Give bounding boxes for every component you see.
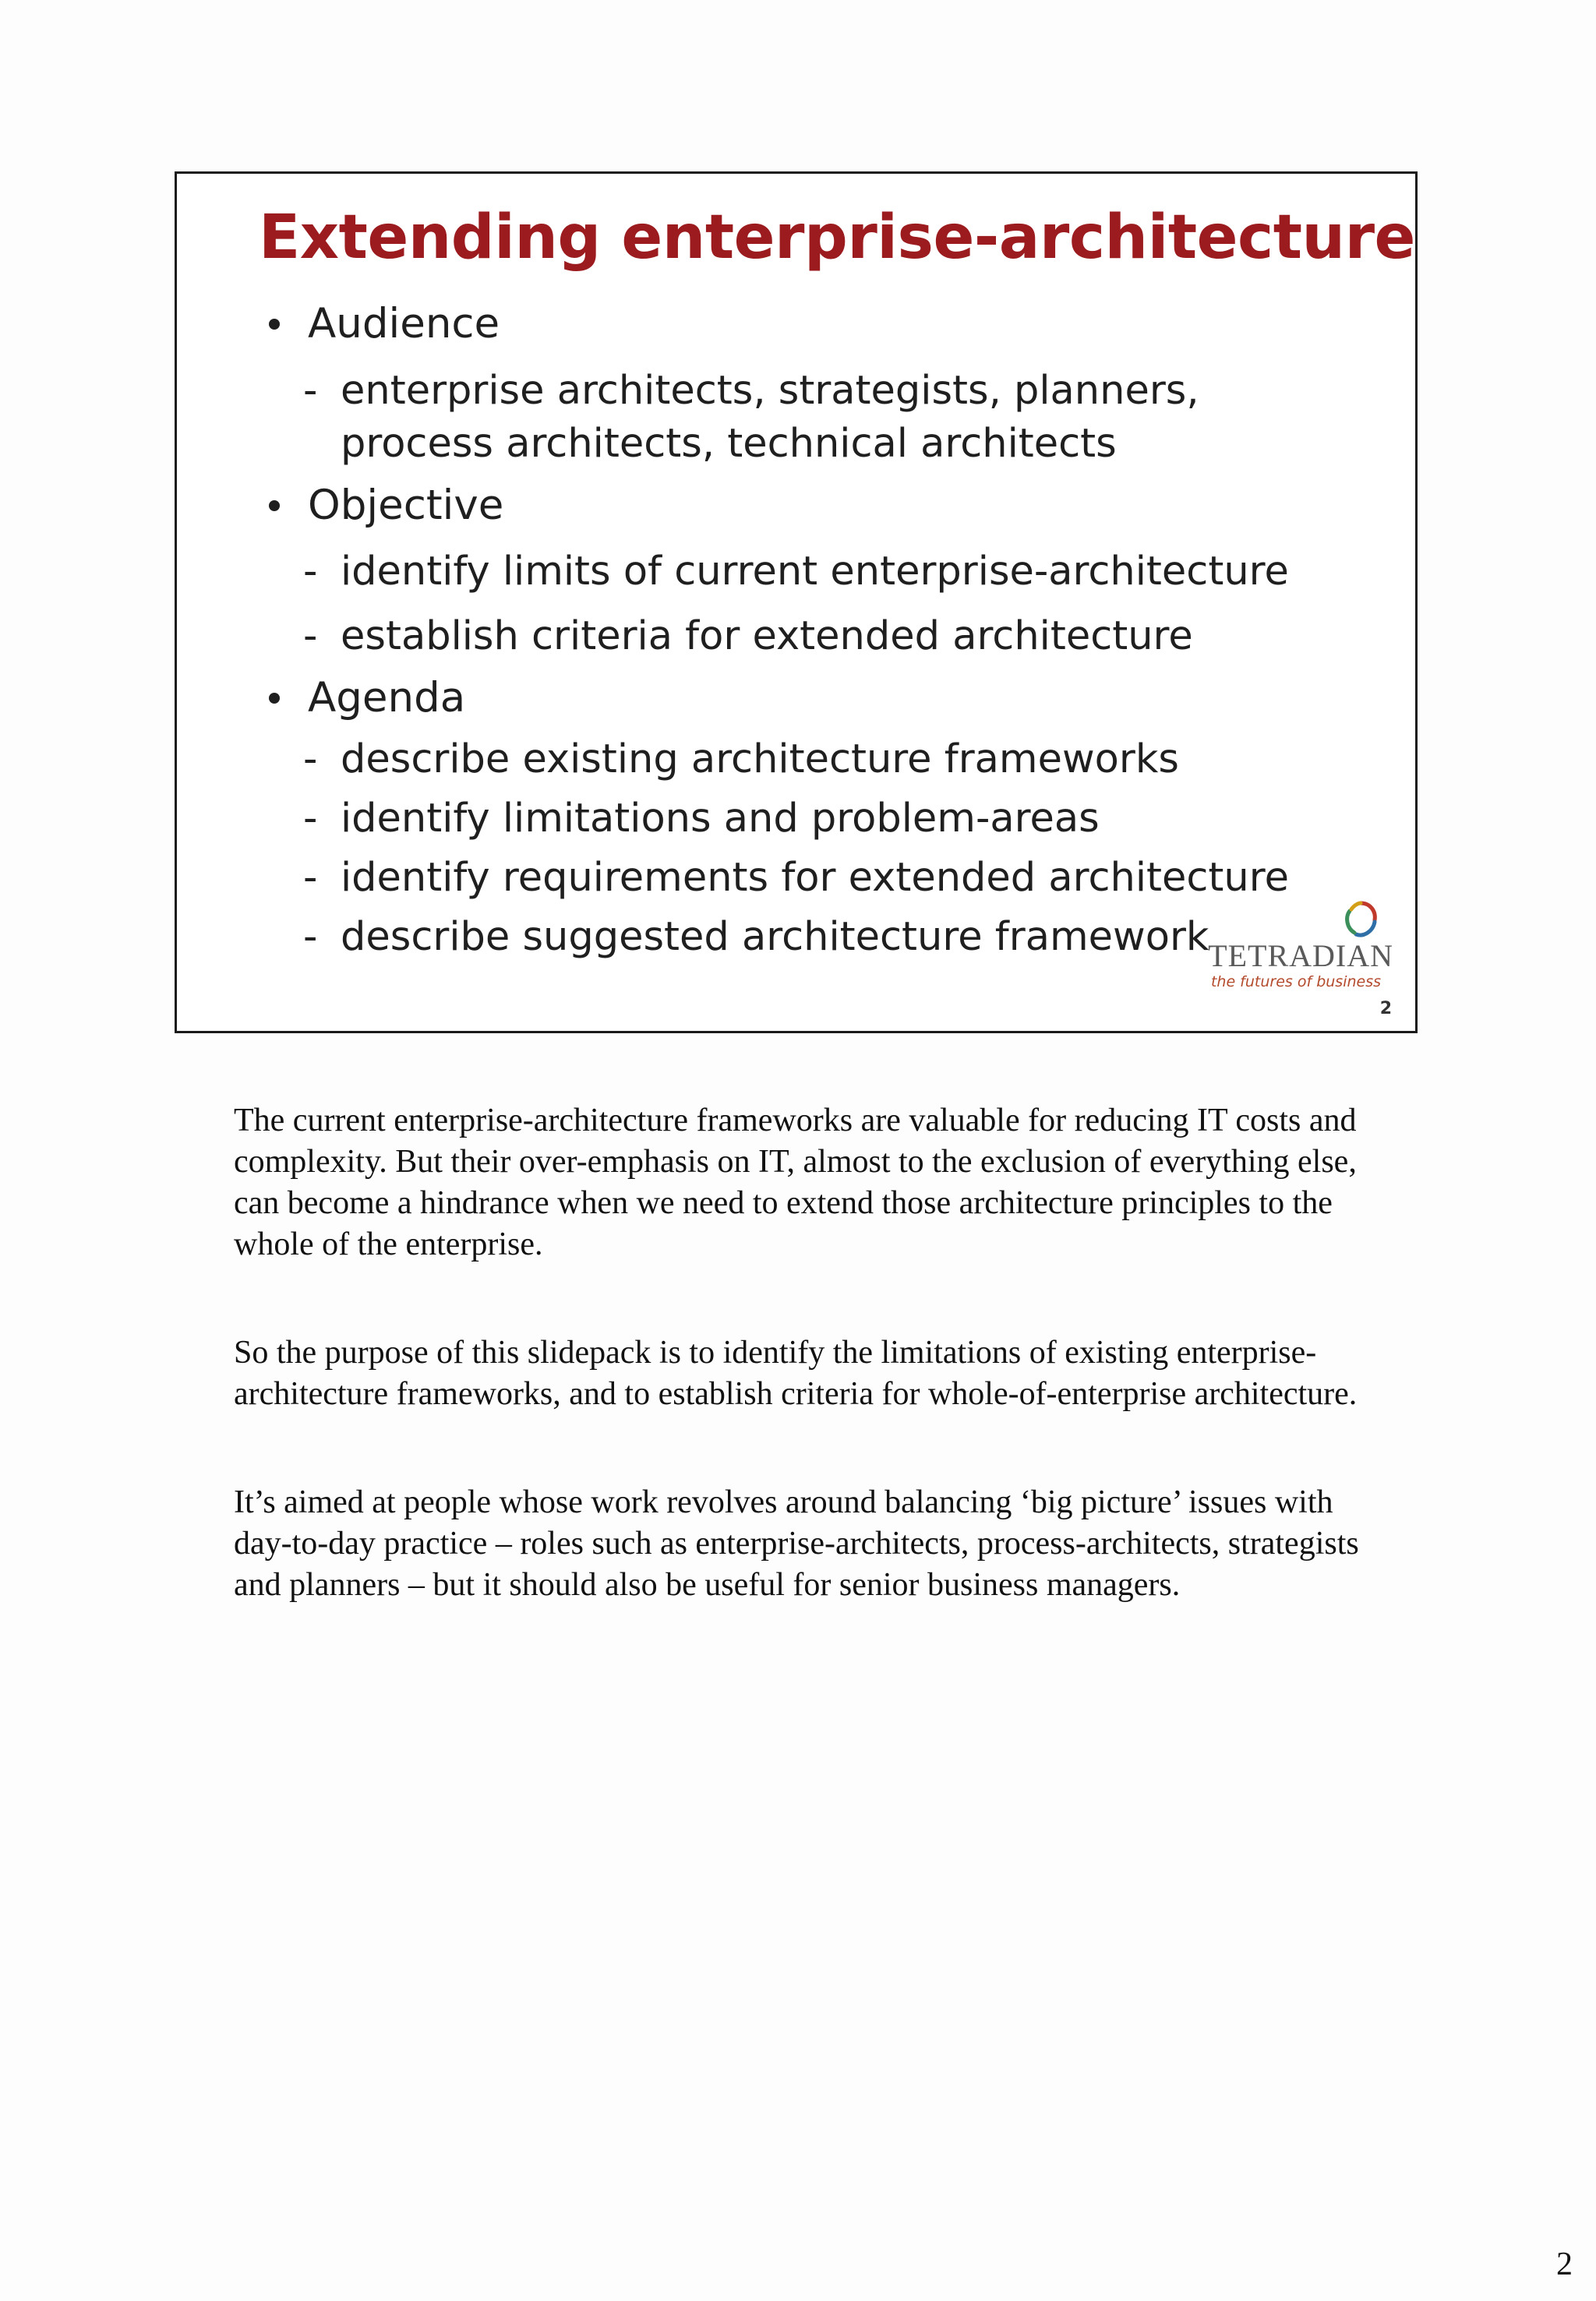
slide-number: 2 — [1379, 999, 1392, 1018]
speaker-notes — [234, 1100, 1372, 1673]
sub-item-text: establish criteria for extended architecture — [341, 613, 1193, 659]
dash-marker: - — [303, 855, 318, 901]
sub-item-continuation — [303, 418, 1117, 471]
sub-item — [303, 365, 1199, 418]
notes-paragraph: The current enterprise-architecture frameworks are valuable for reducing IT costs and complexity. But their over-emphasis on IT, almost to the exclusion of everything else, can become a hindrance when we need to extend those architecture principles to the whole of the enterprise. — [234, 1103, 1357, 1262]
sub-item — [303, 911, 1209, 964]
bullet-heading: Objective — [308, 482, 504, 529]
bullet-dot-icon — [269, 500, 280, 511]
brand-tagline: the futures of business — [1210, 973, 1381, 990]
slide-title: Extending enterprise-architecture — [259, 203, 1415, 273]
dash-marker: - — [303, 914, 318, 960]
sub-item-text: identify limitations and problem-areas — [341, 796, 1100, 842]
bullet-audience — [269, 300, 500, 348]
bullet-dot-icon — [269, 693, 280, 704]
bullet-dot-icon — [269, 319, 280, 330]
sub-item — [303, 545, 1289, 598]
notes-paragraph: It’s aimed at people whose work revolves around balancing ‘big picture’ issues with day-to-day practice – roles such as enterprise-architects, process-architects, strategists and planners – but it should also be useful for senior business managers. — [234, 1484, 1359, 1603]
brand-block — [1206, 898, 1393, 992]
notes-paragraph: So the purpose of this slidepack is to identify the limitations of existing enterprise-architecture frameworks, and to establish criteria for whole-of-enterprise architecture. — [234, 1335, 1358, 1412]
sub-item-text: identify requirements for extended architecture — [341, 855, 1289, 901]
dash-marker: - — [303, 736, 318, 782]
sub-item-text: enterprise architects, strategists, planners, — [341, 368, 1199, 414]
bullet-agenda — [269, 674, 465, 722]
dash-marker: - — [303, 549, 318, 595]
dash-marker: - — [303, 613, 318, 659]
bullet-heading: Agenda — [308, 674, 466, 722]
page-number: 2 — [1556, 2246, 1573, 2282]
sub-item — [303, 792, 1100, 845]
swirl-logo-icon — [1339, 898, 1382, 942]
sub-item — [303, 733, 1179, 786]
bullet-heading: Audience — [308, 300, 500, 348]
sub-item-text: describe existing architecture frameworks — [341, 736, 1179, 782]
sub-item-text: describe suggested architecture framework — [341, 914, 1209, 960]
sub-item-text: identify limits of current enterprise-architecture — [341, 549, 1289, 595]
brand-name: TETRADIAN — [1208, 938, 1393, 973]
dash-marker: - — [303, 368, 318, 414]
sub-item-text: process architects, technical architects — [341, 421, 1117, 467]
sub-item — [303, 852, 1289, 905]
bullet-objective — [269, 482, 503, 529]
sub-item — [303, 610, 1193, 663]
slide-thumbnail — [175, 171, 1418, 1033]
dash-marker: - — [303, 796, 318, 842]
